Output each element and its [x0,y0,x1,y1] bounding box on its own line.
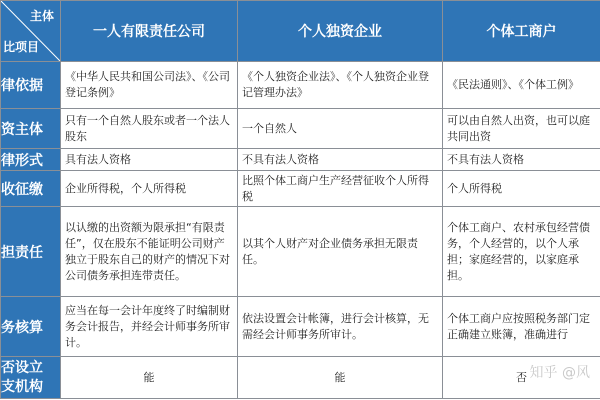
table-cell: 《个人独资企业法》、《个人独资企业登记管理办法》 [238,62,443,109]
column-header-individual-business: 个体工商户 [443,1,600,62]
table-cell: 不具有法人资格 [443,149,600,171]
row-header-tax: 收征缴 [1,171,61,207]
table-cell: 否 [443,357,600,399]
table-cell: 能 [238,357,443,399]
table-row [1,357,600,399]
table-row [1,207,600,297]
row-header-liability: 担责任 [1,207,61,297]
table-cell: 以其个人财产对企业债务承担无限责任。 [238,207,443,297]
table-cell: 《中华人民共和国公司法》、《公司登记条例》 [61,62,238,109]
column-header-sole-proprietorship: 个人独资企业 [238,1,443,62]
table-row [1,297,600,357]
table-row [1,62,600,109]
table-cell: 应当在每一会计年度终了时编制财务会计报告，并经会计师事务所审计。 [61,297,238,357]
header-row [1,1,600,62]
row-header-branch-line2: 支机构 [1,378,43,395]
corner-top-label: 主体 [29,9,54,23]
column-header-one-person-llc: 一人有限责任公司 [61,1,238,62]
row-header-legal-form: 律形式 [1,149,61,171]
table-cell: 比照个体工商户生产经营征收个人所得税 [238,171,443,207]
corner-header-cell [1,1,61,62]
table-cell: 个人所得税 [443,171,600,207]
table-cell: 具有法人资格 [61,149,238,171]
row-header-investor: 资主体 [1,109,61,149]
row-header-branch-line1: 否设立 [1,359,43,376]
watermark: 知乎 @风 [529,365,590,381]
table-cell: 个体工商户、农村承包经营债务，个人经营的，以个人承担；家庭经营的，以家庭承担。 [443,207,600,297]
table-cell: 企业所得税，个人所得税 [61,171,238,207]
row-header-legal-basis: 律依据 [1,62,61,109]
table-cell: 以认缴的出资额为限承担“有限责任”，仅在股东不能证明公司财产独立于股东自己的财产的情况下对公司债务承担连带责任。 [61,207,238,297]
table-cell: 依法设置会计帐簿，进行会计核算，无需经会计师事务所审计。 [238,297,443,357]
table-row [1,149,600,171]
table-cell: 只有一个自然人股东或者一个法人股东 [61,109,238,149]
table-cell: 能 [61,357,238,399]
table-cell: 《民法通则》、《个体工例》 [443,62,600,109]
row-header-branch [1,357,61,399]
table-cell: 一个自然人 [238,109,443,149]
corner-bottom-label: 比项目 [3,40,40,54]
row-header-accounting: 务核算 [1,297,61,357]
table-cell: 不具有法人资格 [238,149,443,171]
table-cell: 可以由自然人出资，也可以庭共同出资 [443,109,600,149]
table-row [1,109,600,149]
table-row [1,171,600,207]
table-cell: 个体工商户应按照税务部门定正确建立账簿，准确进行 [443,297,600,357]
